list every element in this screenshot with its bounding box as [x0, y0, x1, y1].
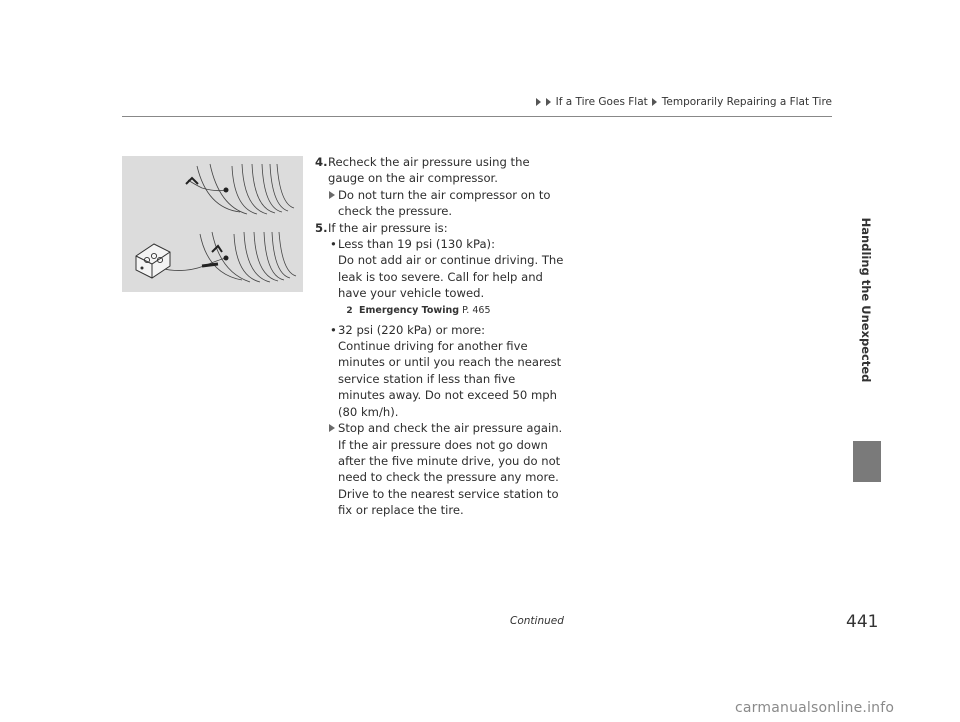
bullet-lead: 32 psi (220 kPa) or more:	[338, 322, 486, 337]
step-text: Recheck the air pressure using the gauge on the air compressor.	[328, 155, 530, 186]
note-arrow-icon	[329, 424, 335, 432]
breadcrumb-arrow-icon	[546, 98, 551, 106]
note-text: Do not turn the air compressor on to check the pressure.	[338, 187, 551, 219]
breadcrumb-arrow-icon	[652, 98, 657, 106]
step-5-note	[315, 420, 565, 518]
step-number: 4.	[315, 155, 328, 169]
breadcrumb-item-repair[interactable]: Temporarily Repairing a Flat Tire	[661, 96, 832, 108]
note-text: Stop and check the air pressure again. If the air pressure does not go down after the five minute drive, you do not need to check the pressure any more. Drive to the nearest service station to fix or replace the tire.	[338, 421, 563, 518]
step-5	[315, 220, 565, 236]
bullet-text: Do not add air or continue driving. The leak is too severe. Call for help and have your vehicle towed.	[338, 253, 564, 301]
list-item-low-pressure	[315, 236, 565, 302]
step-4-note	[315, 187, 565, 220]
reference-arrow-icon: 2	[346, 305, 353, 316]
section-side-label[interactable]: Handling the Unexpected	[859, 217, 873, 383]
bullet-text: Continue driving for another five minutes or until you reach the nearest service station if less than five minutes away. Do not exceed 50 mph (80 km/h).	[338, 339, 562, 419]
tire-pressure-illustration	[122, 156, 303, 292]
step-number: 5.	[315, 220, 328, 235]
bullet-lead: Less than 19 psi (130 kPa):	[338, 237, 495, 252]
note-arrow-icon	[329, 191, 335, 199]
cross-reference[interactable]	[315, 304, 565, 318]
watermark: carmanualsonline.info	[735, 700, 895, 716]
page-number: 441	[846, 612, 879, 632]
reference-page[interactable]: P. 465	[462, 304, 491, 316]
bullet-icon: •	[330, 322, 337, 337]
breadcrumb-arrow-icon	[536, 98, 541, 106]
breadcrumb-item-flat-tire[interactable]: If a Tire Goes Flat	[555, 96, 648, 108]
section-marker	[853, 441, 881, 482]
step-4	[315, 154, 565, 187]
header-rule	[122, 116, 832, 117]
breadcrumb	[536, 96, 832, 108]
bullet-icon: •	[330, 237, 337, 252]
instructions	[315, 154, 565, 519]
list-item-ok-pressure	[315, 322, 565, 420]
reference-title[interactable]: Emergency Towing	[359, 304, 460, 316]
continued-label: Continued	[510, 615, 564, 627]
step-text: If the air pressure is:	[328, 220, 448, 235]
